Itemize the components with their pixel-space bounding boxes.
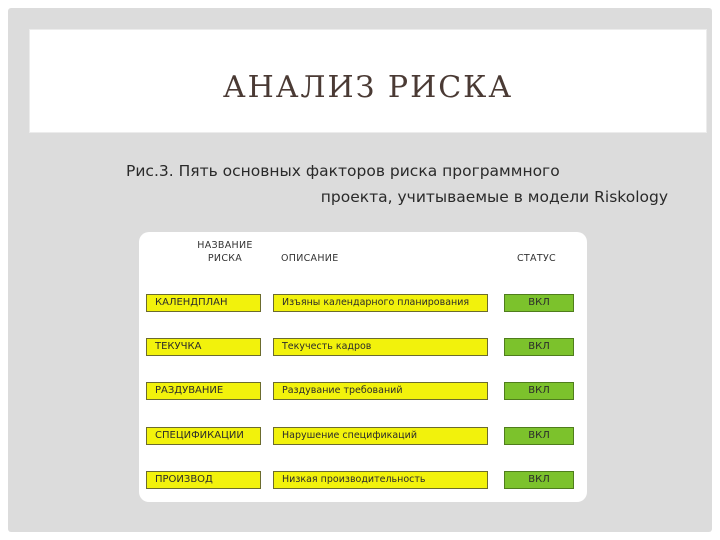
header-risk-name: НАЗВАНИЕ РИСКА (197, 240, 253, 264)
risk-name-cell: ПРОИЗВОД (146, 471, 261, 489)
risk-description-cell: Раздувание требований (273, 382, 488, 400)
risk-status-cell: ВКЛ (504, 382, 574, 400)
risk-description-cell: Нарушение спецификаций (273, 427, 488, 445)
risk-status-cell: ВКЛ (504, 294, 574, 312)
risk-name-cell: ТЕКУЧКА (146, 338, 261, 356)
risk-status-cell: ВКЛ (504, 471, 574, 489)
risk-status-cell: ВКЛ (504, 427, 574, 445)
risk-name-cell: РАЗДУВАНИЕ (146, 382, 261, 400)
risk-description-cell: Изъяны календарного планирования (273, 294, 488, 312)
risk-status-cell: ВКЛ (504, 338, 574, 356)
risk-description-cell: Текучесть кадров (273, 338, 488, 356)
figure-caption (126, 158, 674, 210)
slide-title: АНАЛИЗ РИСКА (222, 69, 514, 105)
caption-line-1: Рис.3. Пять основных факторов риска программного (126, 162, 560, 180)
risk-description-cell: Низкая производительность (273, 471, 488, 489)
risk-name-cell: КАЛЕНДПЛАН (146, 294, 261, 312)
header-description: ОПИСАНИЕ (281, 253, 339, 264)
caption-line-2: проекта, учитываемые в модели Riskology (320, 188, 668, 206)
header-status: СТАТУС (517, 253, 556, 264)
risk-factors-figure (139, 232, 587, 502)
risk-name-cell: СПЕЦИФИКАЦИИ (146, 427, 261, 445)
title-box (29, 29, 707, 133)
slide (8, 8, 712, 532)
